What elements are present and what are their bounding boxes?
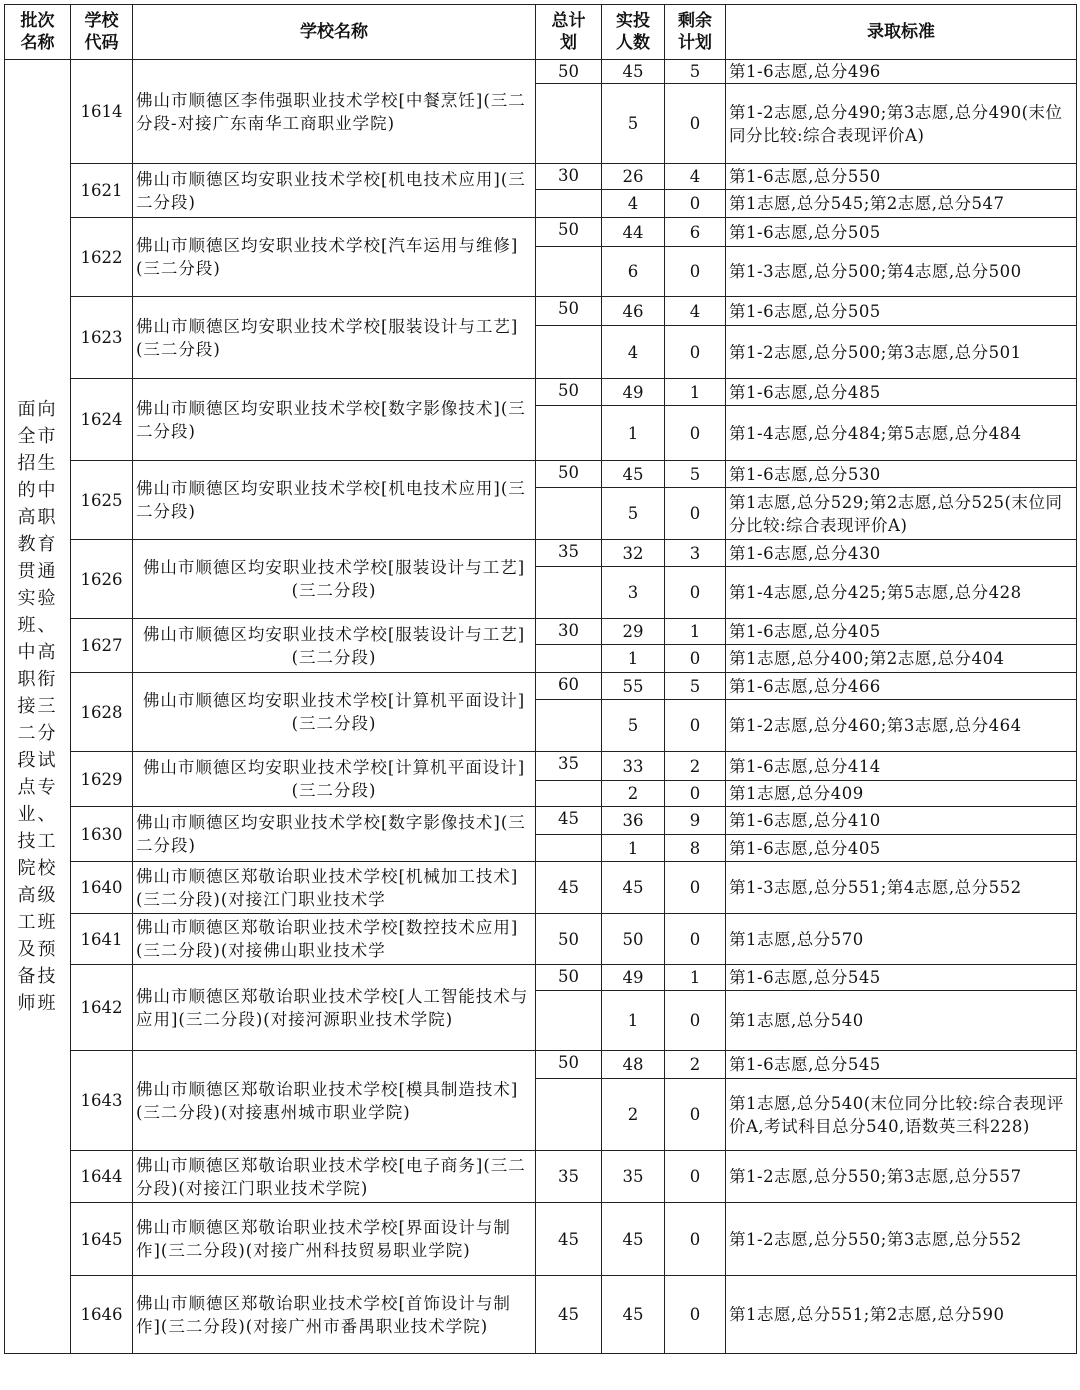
actual-count-cell: 26 xyxy=(602,164,665,190)
actual-count-cell: 50 xyxy=(602,914,665,965)
admission-standard-cell: 第1-6志愿,总分414 xyxy=(726,752,1077,781)
table-row xyxy=(5,1276,1077,1354)
admission-table xyxy=(4,4,1077,1354)
remaining-plan-cell: 5 xyxy=(665,673,726,700)
total-plan-cell: 50 xyxy=(536,297,602,326)
admission-standard-cell: 第1-6志愿,总分545 xyxy=(726,965,1077,991)
total-plan-cell: 35 xyxy=(536,752,602,781)
total-plan-empty-cell xyxy=(536,567,602,619)
actual-count-cell: 45 xyxy=(602,1276,665,1354)
admission-standard-cell: 第1志愿,总分540(末位同分比较:综合表现评价A,考试科目总分540,语数英三科228) xyxy=(726,1079,1077,1151)
school-name-cell: 佛山市顺德区李伟强职业技术学校[中餐烹饪](三二分段-对接广东南华工商职业学院) xyxy=(133,60,536,164)
admission-standard-cell: 第1-4志愿,总分484;第5志愿,总分484 xyxy=(726,406,1077,461)
school-code-cell: 1640 xyxy=(71,862,133,914)
remaining-plan-cell: 0 xyxy=(665,862,726,914)
remaining-plan-cell: 0 xyxy=(665,1079,726,1151)
total-plan-cell: 45 xyxy=(536,1203,602,1276)
remaining-plan-cell: 0 xyxy=(665,781,726,807)
school-name-cell: 佛山市顺德区均安职业技术学校[汽车运用与维修](三二分段) xyxy=(133,218,536,297)
admission-standard-cell: 第1志愿,总分545;第2志愿,总分547 xyxy=(726,190,1077,218)
batch-name-cell: 面向全市招生的中高职教育贯通实验班、中高职衔接三二分段试点专业、技工院校高级工班及预备技师班 xyxy=(5,60,71,1354)
remaining-plan-cell: 2 xyxy=(665,1051,726,1079)
school-code-cell: 1614 xyxy=(71,60,133,164)
school-code-cell: 1645 xyxy=(71,1203,133,1276)
table-row xyxy=(5,297,1077,326)
actual-count-cell: 5 xyxy=(602,700,665,752)
header-batch-name: 批次 名称 xyxy=(5,5,71,60)
admission-standard-cell: 第1志愿,总分540 xyxy=(726,991,1077,1051)
remaining-plan-cell: 1 xyxy=(665,965,726,991)
admission-standard-cell: 第1-6志愿,总分530 xyxy=(726,461,1077,488)
admission-standard-cell: 第1志愿,总分409 xyxy=(726,781,1077,807)
actual-count-cell: 35 xyxy=(602,1151,665,1203)
actual-count-cell: 1 xyxy=(602,835,665,862)
admission-standard-cell: 第1-6志愿,总分505 xyxy=(726,297,1077,326)
actual-count-cell: 1 xyxy=(602,645,665,673)
school-name-cell: 佛山市顺德区郑敬诒职业技术学校[电子商务](三二分段)(对接江门职业技术学院) xyxy=(133,1151,536,1203)
total-plan-empty-cell xyxy=(536,326,602,379)
remaining-plan-cell: 0 xyxy=(665,247,726,297)
remaining-plan-cell: 0 xyxy=(665,488,726,540)
table-row xyxy=(5,540,1077,567)
remaining-plan-cell: 5 xyxy=(665,60,726,84)
school-name-cell: 佛山市顺德区均安职业技术学校[服装设计与工艺](三二分段) xyxy=(133,619,536,673)
remaining-plan-cell: 6 xyxy=(665,218,726,247)
admission-standard-cell: 第1-6志愿,总分405 xyxy=(726,619,1077,645)
school-code-cell: 1627 xyxy=(71,619,133,673)
table-row xyxy=(5,1151,1077,1203)
admission-standard-cell: 第1志愿,总分529;第2志愿,总分525(末位同分比较:综合表现评价A) xyxy=(726,488,1077,540)
school-code-cell: 1628 xyxy=(71,673,133,752)
admission-standard-cell: 第1-6志愿,总分545 xyxy=(726,1051,1077,1079)
school-code-cell: 1629 xyxy=(71,752,133,807)
remaining-plan-cell: 1 xyxy=(665,379,726,406)
school-name-cell: 佛山市顺德区均安职业技术学校[计算机平面设计](三二分段) xyxy=(133,673,536,752)
table-row xyxy=(5,965,1077,991)
actual-count-cell: 45 xyxy=(602,862,665,914)
total-plan-empty-cell xyxy=(536,700,602,752)
admission-standard-cell: 第1-2志愿,总分500;第3志愿,总分501 xyxy=(726,326,1077,379)
table-row xyxy=(5,218,1077,247)
total-plan-cell: 50 xyxy=(536,461,602,488)
total-plan-empty-cell xyxy=(536,835,602,862)
header-remaining-plan: 剩余 计划 xyxy=(665,5,726,60)
total-plan-cell: 35 xyxy=(536,1151,602,1203)
admission-standard-cell: 第1-6志愿,总分550 xyxy=(726,164,1077,190)
admission-standard-cell: 第1-2志愿,总分490;第3志愿,总分490(末位同分比较:综合表现评价A) xyxy=(726,84,1077,164)
remaining-plan-cell: 2 xyxy=(665,752,726,781)
total-plan-cell: 50 xyxy=(536,1051,602,1079)
remaining-plan-cell: 0 xyxy=(665,1276,726,1354)
admission-standard-cell: 第1-6志愿,总分485 xyxy=(726,379,1077,406)
remaining-plan-cell: 3 xyxy=(665,540,726,567)
remaining-plan-cell: 4 xyxy=(665,164,726,190)
actual-count-cell: 48 xyxy=(602,1051,665,1079)
admission-standard-cell: 第1志愿,总分570 xyxy=(726,914,1077,965)
admission-standard-cell: 第1-6志愿,总分496 xyxy=(726,60,1077,84)
remaining-plan-cell: 4 xyxy=(665,297,726,326)
actual-count-cell: 44 xyxy=(602,218,665,247)
school-code-cell: 1643 xyxy=(71,1051,133,1151)
actual-count-cell: 29 xyxy=(602,619,665,645)
total-plan-empty-cell xyxy=(536,991,602,1051)
admission-standard-cell: 第1-6志愿,总分405 xyxy=(726,835,1077,862)
admission-standard-cell: 第1志愿,总分400;第2志愿,总分404 xyxy=(726,645,1077,673)
actual-count-cell: 45 xyxy=(602,60,665,84)
actual-count-cell: 5 xyxy=(602,84,665,164)
admission-standard-cell: 第1-3志愿,总分551;第4志愿,总分552 xyxy=(726,862,1077,914)
remaining-plan-cell: 0 xyxy=(665,84,726,164)
actual-count-cell: 55 xyxy=(602,673,665,700)
table-row xyxy=(5,807,1077,835)
header-actual-count: 实投 人数 xyxy=(602,5,665,60)
total-plan-cell: 50 xyxy=(536,965,602,991)
actual-count-cell: 4 xyxy=(602,190,665,218)
total-plan-empty-cell xyxy=(536,84,602,164)
table-row xyxy=(5,461,1077,488)
school-name-cell: 佛山市顺德区均安职业技术学校[计算机平面设计](三二分段) xyxy=(133,752,536,807)
total-plan-cell: 50 xyxy=(536,60,602,84)
remaining-plan-cell: 0 xyxy=(665,406,726,461)
school-name-cell: 佛山市顺德区均安职业技术学校[数字影像技术](三二分段) xyxy=(133,807,536,862)
school-code-cell: 1623 xyxy=(71,297,133,379)
total-plan-empty-cell xyxy=(536,247,602,297)
remaining-plan-cell: 0 xyxy=(665,567,726,619)
header-row xyxy=(5,5,1077,60)
remaining-plan-cell: 0 xyxy=(665,1151,726,1203)
school-name-cell: 佛山市顺德区郑敬诒职业技术学校[模具制造技术](三二分段)(对接惠州城市职业学院) xyxy=(133,1051,536,1151)
table-row xyxy=(5,673,1077,700)
remaining-plan-cell: 0 xyxy=(665,190,726,218)
total-plan-cell: 45 xyxy=(536,862,602,914)
remaining-plan-cell: 0 xyxy=(665,991,726,1051)
actual-count-cell: 1 xyxy=(602,406,665,461)
school-name-cell: 佛山市顺德区均安职业技术学校[服装设计与工艺](三二分段) xyxy=(133,297,536,379)
remaining-plan-cell: 0 xyxy=(665,700,726,752)
total-plan-cell: 60 xyxy=(536,673,602,700)
admission-standard-cell: 第1-4志愿,总分425;第5志愿,总分428 xyxy=(726,567,1077,619)
school-name-cell: 佛山市顺德区均安职业技术学校[机电技术应用](三二分段) xyxy=(133,164,536,218)
total-plan-empty-cell xyxy=(536,190,602,218)
school-code-cell: 1622 xyxy=(71,218,133,297)
admission-standard-cell: 第1-2志愿,总分460;第3志愿,总分464 xyxy=(726,700,1077,752)
total-plan-empty-cell xyxy=(536,406,602,461)
table-row xyxy=(5,862,1077,914)
school-code-cell: 1624 xyxy=(71,379,133,461)
total-plan-cell: 50 xyxy=(536,379,602,406)
actual-count-cell: 49 xyxy=(602,379,665,406)
table-row xyxy=(5,379,1077,406)
admission-standard-cell: 第1志愿,总分551;第2志愿,总分590 xyxy=(726,1276,1077,1354)
school-name-cell: 佛山市顺德区郑敬诒职业技术学校[数控技术应用](三二分段)(对接佛山职业技术学 xyxy=(133,914,536,965)
total-plan-cell: 45 xyxy=(536,1276,602,1354)
school-code-cell: 1621 xyxy=(71,164,133,218)
header-school-name: 学校名称 xyxy=(133,5,536,60)
total-plan-empty-cell xyxy=(536,1079,602,1151)
table-row xyxy=(5,619,1077,645)
school-name-cell: 佛山市顺德区郑敬诒职业技术学校[机械加工技术](三二分段)(对接江门职业技术学 xyxy=(133,862,536,914)
remaining-plan-cell: 0 xyxy=(665,326,726,379)
school-code-cell: 1626 xyxy=(71,540,133,619)
remaining-plan-cell: 1 xyxy=(665,619,726,645)
table-row xyxy=(5,164,1077,190)
school-code-cell: 1641 xyxy=(71,914,133,965)
school-code-cell: 1625 xyxy=(71,461,133,540)
remaining-plan-cell: 0 xyxy=(665,645,726,673)
school-code-cell: 1630 xyxy=(71,807,133,862)
total-plan-empty-cell xyxy=(536,645,602,673)
school-name-cell: 佛山市顺德区郑敬诒职业技术学校[界面设计与制作](三二分段)(对接广州科技贸易职业学院) xyxy=(133,1203,536,1276)
total-plan-empty-cell xyxy=(536,488,602,540)
actual-count-cell: 33 xyxy=(602,752,665,781)
actual-count-cell: 32 xyxy=(602,540,665,567)
school-code-cell: 1646 xyxy=(71,1276,133,1354)
school-name-cell: 佛山市顺德区郑敬诒职业技术学校[首饰设计与制作](三二分段)(对接广州市番禺职业技术学院) xyxy=(133,1276,536,1354)
actual-count-cell: 45 xyxy=(602,461,665,488)
school-name-cell: 佛山市顺德区均安职业技术学校[数字影像技术](三二分段) xyxy=(133,379,536,461)
total-plan-cell: 50 xyxy=(536,218,602,247)
school-code-cell: 1642 xyxy=(71,965,133,1051)
school-name-cell: 佛山市顺德区郑敬诒职业技术学校[人工智能技术与应用](三二分段)(对接河源职业技术学院) xyxy=(133,965,536,1051)
remaining-plan-cell: 9 xyxy=(665,807,726,835)
actual-count-cell: 5 xyxy=(602,488,665,540)
actual-count-cell: 6 xyxy=(602,247,665,297)
total-plan-cell: 50 xyxy=(536,914,602,965)
total-plan-cell: 35 xyxy=(536,540,602,567)
actual-count-cell: 49 xyxy=(602,965,665,991)
actual-count-cell: 3 xyxy=(602,567,665,619)
table-row xyxy=(5,1203,1077,1276)
actual-count-cell: 2 xyxy=(602,1079,665,1151)
table-body xyxy=(5,60,1077,1354)
header-total-plan: 总计 划 xyxy=(536,5,602,60)
header-admission-standard: 录取标准 xyxy=(726,5,1077,60)
admission-standard-cell: 第1-6志愿,总分505 xyxy=(726,218,1077,247)
admission-standard-cell: 第1-3志愿,总分500;第4志愿,总分500 xyxy=(726,247,1077,297)
school-name-cell: 佛山市顺德区均安职业技术学校[机电技术应用](三二分段) xyxy=(133,461,536,540)
school-name-cell: 佛山市顺德区均安职业技术学校[服装设计与工艺](三二分段) xyxy=(133,540,536,619)
admission-standard-cell: 第1-6志愿,总分466 xyxy=(726,673,1077,700)
table-row xyxy=(5,60,1077,84)
admission-standard-cell: 第1-6志愿,总分410 xyxy=(726,807,1077,835)
actual-count-cell: 36 xyxy=(602,807,665,835)
remaining-plan-cell: 0 xyxy=(665,914,726,965)
actual-count-cell: 1 xyxy=(602,991,665,1051)
total-plan-cell: 45 xyxy=(536,807,602,835)
school-code-cell: 1644 xyxy=(71,1151,133,1203)
table-row xyxy=(5,1051,1077,1079)
actual-count-cell: 46 xyxy=(602,297,665,326)
total-plan-empty-cell xyxy=(536,781,602,807)
remaining-plan-cell: 0 xyxy=(665,1203,726,1276)
actual-count-cell: 45 xyxy=(602,1203,665,1276)
actual-count-cell: 2 xyxy=(602,781,665,807)
total-plan-cell: 30 xyxy=(536,164,602,190)
remaining-plan-cell: 8 xyxy=(665,835,726,862)
table-row xyxy=(5,752,1077,781)
admission-standard-cell: 第1-6志愿,总分430 xyxy=(726,540,1077,567)
remaining-plan-cell: 5 xyxy=(665,461,726,488)
total-plan-cell: 30 xyxy=(536,619,602,645)
admission-standard-cell: 第1-2志愿,总分550;第3志愿,总分552 xyxy=(726,1203,1077,1276)
actual-count-cell: 4 xyxy=(602,326,665,379)
header-school-code: 学校 代码 xyxy=(71,5,133,60)
table-row xyxy=(5,914,1077,965)
admission-standard-cell: 第1-2志愿,总分550;第3志愿,总分557 xyxy=(726,1151,1077,1203)
